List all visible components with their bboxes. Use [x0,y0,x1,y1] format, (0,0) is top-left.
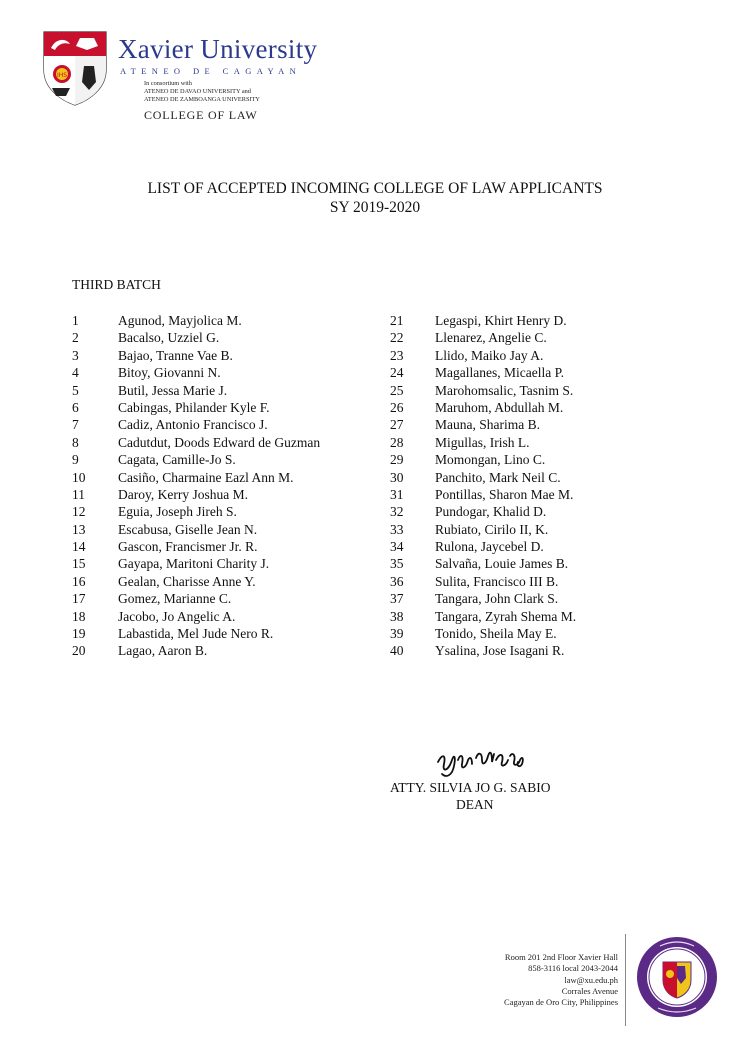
item-number: 38 [390,608,404,624]
item-number: 20 [72,643,86,659]
applicant-name: Panchito, Mark Neil C. [435,469,561,485]
item-number: 8 [72,434,79,450]
item-number: 37 [390,591,404,607]
item-number: 31 [390,486,404,502]
item-number: 36 [390,573,404,589]
item-number: 39 [390,626,404,642]
item-number: 26 [390,399,404,415]
applicant-name: Marohomsalic, Tasnim S. [435,382,574,398]
list-item [72,347,320,364]
item-number: 22 [390,330,404,346]
list-item [72,573,320,590]
list-item [72,625,320,642]
applicant-name: Momongan, Lino C. [435,452,546,468]
applicant-name: Casiño, Charmaine Eazl Ann M. [118,469,294,485]
item-number: 30 [390,469,404,485]
item-number: 19 [72,626,86,642]
title-line-1: LIST OF ACCEPTED INCOMING COLLEGE OF LAW APPLICANTS [147,180,603,197]
applicant-name: Tonido, Sheila May E. [435,626,557,642]
applicant-name: Salvaña, Louie James B. [435,556,569,572]
applicant-name: Rubiato, Cirilo II, K. [435,521,549,537]
item-number: 16 [72,573,86,589]
list-item [72,555,320,572]
applicant-name: Maruhom, Abdullah M. [435,399,564,415]
item-number: 24 [390,365,404,381]
item-number: 5 [72,382,79,398]
list-item [390,364,576,381]
contact-info [504,952,618,1008]
item-number: 4 [72,365,79,381]
college-of-law-seal-icon [636,936,718,1018]
list-item [390,434,576,451]
item-number: 25 [390,382,404,398]
list-item [390,538,576,555]
batch-label: THIRD BATCH [72,277,161,292]
applicant-list-right [390,312,576,660]
item-number: 27 [390,417,404,433]
applicant-name: Butil, Jessa Marie J. [118,382,228,398]
list-item [72,590,320,607]
item-number: 28 [390,434,404,450]
list-item [390,469,576,486]
item-number: 18 [72,608,86,624]
applicant-name: Migullas, Irish L. [435,434,530,450]
list-item [72,608,320,625]
consortium-line: ATENEO DE DAVAO UNIVERSITY and [144,88,251,95]
list-item [72,434,320,451]
list-item [72,399,320,416]
applicant-name: Rulona, Jaycebel D. [435,539,544,555]
applicant-name: Tangara, Zyrah Shema M. [435,608,577,624]
item-number: 7 [72,417,79,433]
document-title [0,179,750,217]
college-name: COLLEGE OF LAW [144,108,258,122]
item-number: 35 [390,556,404,572]
item-number: 23 [390,347,404,363]
item-number: 10 [72,469,86,485]
list-item [72,416,320,433]
applicant-name: Magallanes, Micaella P. [435,365,564,381]
applicant-name: Cadutdut, Doods Edward de Guzman [118,434,321,450]
applicant-name: Lagao, Aaron B. [118,643,208,659]
university-crest-icon [42,30,108,106]
applicant-name: Gomez, Marianne C. [118,591,232,607]
applicant-name: Legaspi, Khirt Henry D. [435,313,567,328]
list-item [390,555,576,572]
applicant-name: Gealan, Charisse Anne Y. [118,573,256,589]
item-number: 40 [390,643,404,659]
applicant-name: Bitoy, Giovanni N. [118,365,221,381]
item-number: 6 [72,399,79,415]
applicant-name: Llenarez, Angelie C. [435,330,547,346]
item-number: 17 [72,591,86,607]
svg-text:IHS: IHS [56,72,68,79]
consortium-note [144,80,260,104]
contact-line: law@xu.edu.ph [564,974,618,985]
list-item [390,312,576,329]
list-item [72,503,320,520]
consortium-line: In consortium with [144,80,192,87]
applicant-name: Ysalina, Jose Isagani R. [435,643,565,659]
list-item [390,625,576,642]
item-number: 34 [390,539,404,555]
item-number: 32 [390,504,404,520]
signatory-title: DEAN [456,797,494,812]
applicant-list-left [72,312,320,660]
applicant-name: Eguia, Joseph Jireh S. [118,504,237,520]
applicant-name: Mauna, Sharima B. [435,417,540,433]
list-item [390,573,576,590]
list-item [72,642,320,659]
contact-line: Cagayan de Oro City, Philippines [504,997,618,1008]
item-number: 15 [72,556,86,572]
item-number: 2 [72,330,79,346]
item-number: 21 [390,313,404,328]
item-number: 9 [72,452,79,468]
applicant-name: Cagata, Camille-Jo S. [118,452,236,468]
contact-line: Corrales Avenue [561,985,618,996]
applicant-name: Bacalso, Uzziel G. [118,330,220,346]
list-item [72,486,320,503]
applicant-name: Escabusa, Giselle Jean N. [118,521,258,537]
item-number: 11 [72,486,85,502]
applicant-name: Daroy, Kerry Joshua M. [118,486,248,502]
applicant-name: Cadiz, Antonio Francisco J. [118,417,268,433]
list-item [72,538,320,555]
signatory-name: ATTY. SILVIA JO G. SABIO [390,780,551,795]
list-item [390,503,576,520]
contact-line: Room 201 2nd Floor Xavier Hall [504,952,618,962]
list-item [390,590,576,607]
applicant-name: Pontillas, Sharon Mae M. [435,486,574,502]
list-item [72,329,320,346]
consortium-line: ATENEO DE ZAMBOANGA UNIVERSITY [144,96,260,103]
list-item [390,486,576,503]
handwritten-signature-icon [430,742,530,780]
list-item [72,451,320,468]
applicant-name: Sulita, Francisco III B. [435,573,559,589]
list-item [72,382,320,399]
applicant-name: Gascon, Francismer Jr. R. [118,539,258,555]
applicant-name: Jacobo, Jo Angelic A. [118,608,236,624]
item-number: 12 [72,504,86,520]
item-number: 13 [72,521,86,537]
applicant-name: Bajao, Tranne Vae B. [118,347,233,363]
list-item [390,347,576,364]
applicant-name: Llido, Maiko Jay A. [435,347,544,363]
list-item [390,329,576,346]
list-item [390,521,576,538]
list-item [390,382,576,399]
list-item [72,521,320,538]
item-number: 14 [72,539,86,555]
university-subtitle: ATENEO DE CAGAYAN [120,66,302,76]
item-number: 1 [72,313,79,328]
item-number: 33 [390,521,404,537]
contact-line: 858-3116 local 2043-2044 [528,963,618,974]
item-number: 29 [390,452,404,468]
list-item [390,416,576,433]
applicant-name: Tangara, John Clark S. [435,591,559,607]
applicant-name: Agunod, Mayjolica M. [118,313,242,328]
list-item [72,312,320,329]
list-item [390,399,576,416]
list-item [390,608,576,625]
list-item [72,364,320,381]
university-name: Xavier University [118,34,318,64]
list-item [72,469,320,486]
applicant-name: Cabingas, Philander Kyle F. [118,399,270,415]
applicant-name: Labastida, Mel Jude Nero R. [118,626,274,642]
footer-divider [625,934,626,1026]
applicant-name: Pundogar, Khalid D. [435,504,547,520]
list-item [390,642,576,659]
item-number: 3 [72,347,79,363]
title-line-2: SY 2019-2020 [329,199,421,216]
applicant-name: Gayapa, Maritoni Charity J. [118,556,270,572]
list-item [390,451,576,468]
